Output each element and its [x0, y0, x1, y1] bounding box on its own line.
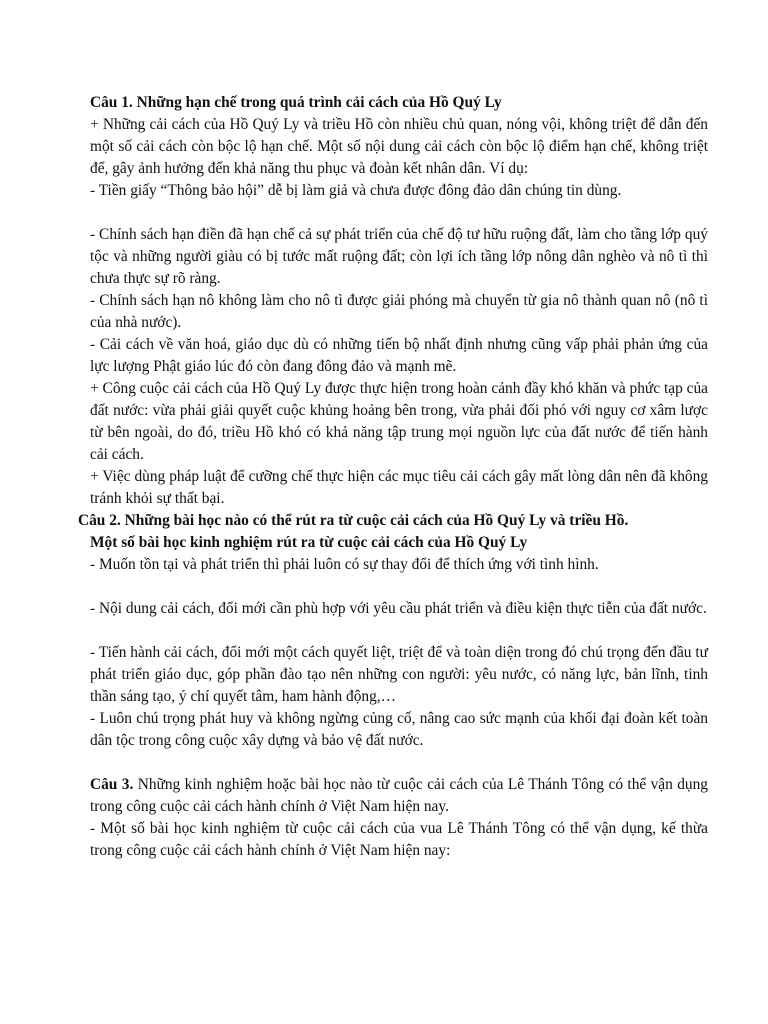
q1-paragraph-7: + Việc dùng pháp luật để cưỡng chế thực hiện các mục tiêu cải cách gây mất lòng dân nên đã không tránh khỏi sự thất bại.: [90, 468, 708, 507]
q2-paragraph-3: - Tiến hành cải cách, đổi mới một cách quyết liệt, triệt để và toàn diện trong đó chú trọng đến đầu tư phát triển giáo dục, góp phần đào tạo nên những con người: yêu nước, có năng lực, bản lĩnh, tinh thần sáng tạo, ý chí quyết tâm, ham hành động,…: [90, 644, 708, 705]
q2-heading-line-2: Một số bài học kinh nghiệm rút ra từ cuộc cải cách của Hồ Quý Ly: [90, 534, 528, 551]
q1-paragraph-5: - Cải cách về văn hoá, giáo dục dù có những tiến bộ nhất định nhưng cũng vấp phải phản ứng của lực lượng Phật giáo lúc đó còn đang đông đảo và mạnh mẽ.: [90, 336, 708, 375]
q1-paragraph-6: + Công cuộc cải cách của Hồ Quý Ly được thực hiện trong hoàn cảnh đầy khó khăn và phức tạp của đất nước: vừa phải giải quyết cuộc khủng hoảng bên trong, vừa phải đối phó với nguy cơ xâm lược từ bên ngoài, do đó, triều Hồ khó có khả năng tập trung mọi nguồn lực của đất nước để tiến hành cải cách.: [90, 380, 708, 463]
q3-label: Câu 3.: [90, 776, 134, 793]
q1-paragraph-2: - Tiền giấy “Thông bảo hội” dễ bị làm giả và chưa được đông đảo dân chúng tin dùng.: [90, 182, 622, 199]
q3-heading-text: Những kinh nghiệm hoặc bài học nào từ cuộc cải cách của Lê Thánh Tông có thể vận dụng trong công cuộc cải cách hành chính ở Việt Nam hiện nay.: [90, 776, 708, 815]
q2-heading: [78, 510, 714, 554]
q1-paragraph-3: - Chính sách hạn điền đã hạn chế cả sự phát triển của chế độ tư hữu ruộng đất, làm cho tầng lớp quý tộc và những người giàu có bị tước mất ruộng đất; còn lợi ích tầng lớp nông dân nghèo và nô tì thì chưa thực sự rõ ràng.: [90, 226, 708, 287]
q1-heading: Câu 1. Những hạn chế trong quá trình cải cách của Hồ Quý Ly: [90, 94, 502, 111]
q2-paragraph-4: - Luôn chú trọng phát huy và không ngừng củng cố, nâng cao sức mạnh của khối đại đoàn kết toàn dân tộc trong công cuộc xây dựng và bảo vệ đất nước.: [90, 710, 708, 749]
q1-paragraph-4: - Chính sách hạn nô không làm cho nô tì được giải phóng mà chuyển từ gia nô thành quan nô (nô tì của nhà nước).: [90, 292, 708, 331]
q2-paragraph-2: - Nội dung cải cách, đổi mới cần phù hợp với yêu cầu phát triển và điều kiện thực tiễn của đất nước.: [90, 600, 707, 617]
q2-paragraph-1: - Muốn tồn tại và phát triển thì phải luôn có sự thay đổi để thích ứng với tình hình.: [90, 556, 599, 573]
q2-heading-line-1: Câu 2. Những bài học nào có thể rút ra từ cuộc cải cách của Hồ Quý Ly và triều Hồ.: [78, 512, 629, 529]
q3-paragraph-1: - Một số bài học kinh nghiệm từ cuộc cải cách của vua Lê Thánh Tông có thể vận dụng, kế thừa trong công cuộc cải cách hành chính ở Việt Nam hiện nay:: [90, 820, 708, 859]
q1-paragraph-1: + Những cải cách của Hồ Quý Ly và triều Hồ còn nhiều chủ quan, nóng vội, không triệt để dẫn đến một số cải cách còn bộc lộ hạn chế. Một số nội dung cải cách còn bộc lộ điểm hạn chế, không triệt để, gây ảnh hưởng đến khả năng thu phục và đoàn kết nhân dân. Ví dụ:: [90, 116, 708, 177]
q3-heading: [90, 774, 708, 818]
